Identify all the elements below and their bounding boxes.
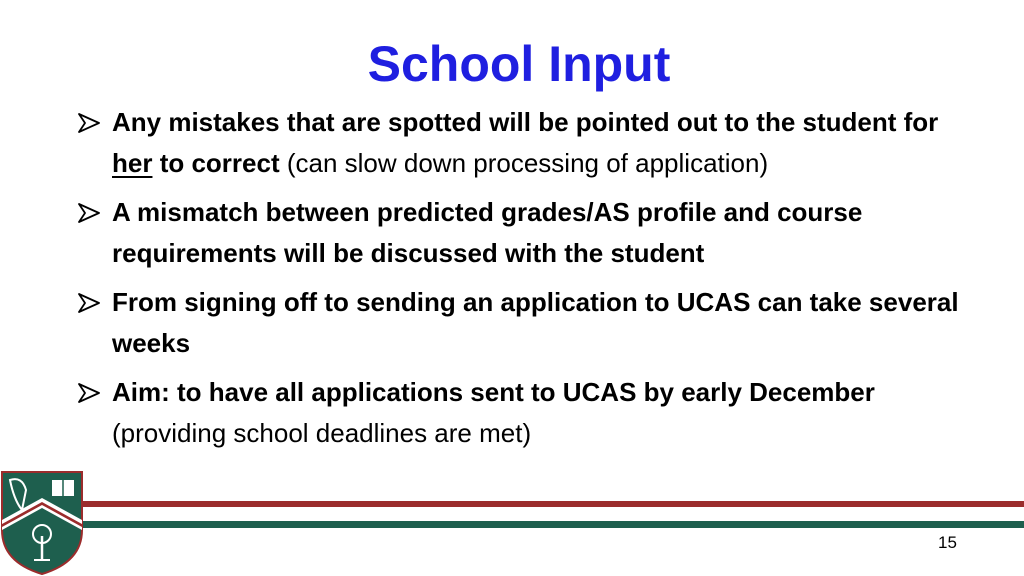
bullet-item (78, 282, 978, 364)
bullet-text-segment: From signing off to sending an application to UCAS can take several weeks (112, 287, 959, 358)
bullet-text (112, 377, 875, 448)
bullet-text-segment: (providing school deadlines are met) (112, 418, 532, 448)
bullet-text-segment: Any mistakes that are spotted will be pointed out to the student for (112, 107, 939, 137)
arrow-bullet-icon (78, 113, 100, 133)
bullet-text (112, 107, 938, 178)
school-crest-icon (0, 470, 84, 576)
bullet-text-segment-underlined: her (112, 148, 153, 178)
arrow-bullet-icon (78, 383, 100, 403)
bullet-text-segment: (can slow down processing of application) (279, 148, 769, 178)
bullet-text-segment: A mismatch between predicted grades/AS profile and course requirements will be discussed with the student (112, 197, 863, 268)
bullet-text (112, 197, 862, 268)
slide-title: School Input (367, 36, 671, 92)
bullet-text-segment: Aim: to have all applications sent to UCAS by early December (112, 377, 875, 407)
footer-rule-red (58, 501, 1024, 507)
bullet-list (78, 102, 978, 462)
arrow-bullet-icon (78, 203, 100, 223)
bullet-item (78, 192, 978, 274)
arrow-bullet-icon (78, 293, 100, 313)
bullet-text-segment: to correct (152, 148, 280, 178)
bullet-item (78, 372, 978, 454)
bullet-item (78, 102, 978, 184)
page-number: 15 (938, 533, 957, 552)
bullet-text (112, 287, 959, 358)
footer-rule-green (58, 521, 1024, 528)
